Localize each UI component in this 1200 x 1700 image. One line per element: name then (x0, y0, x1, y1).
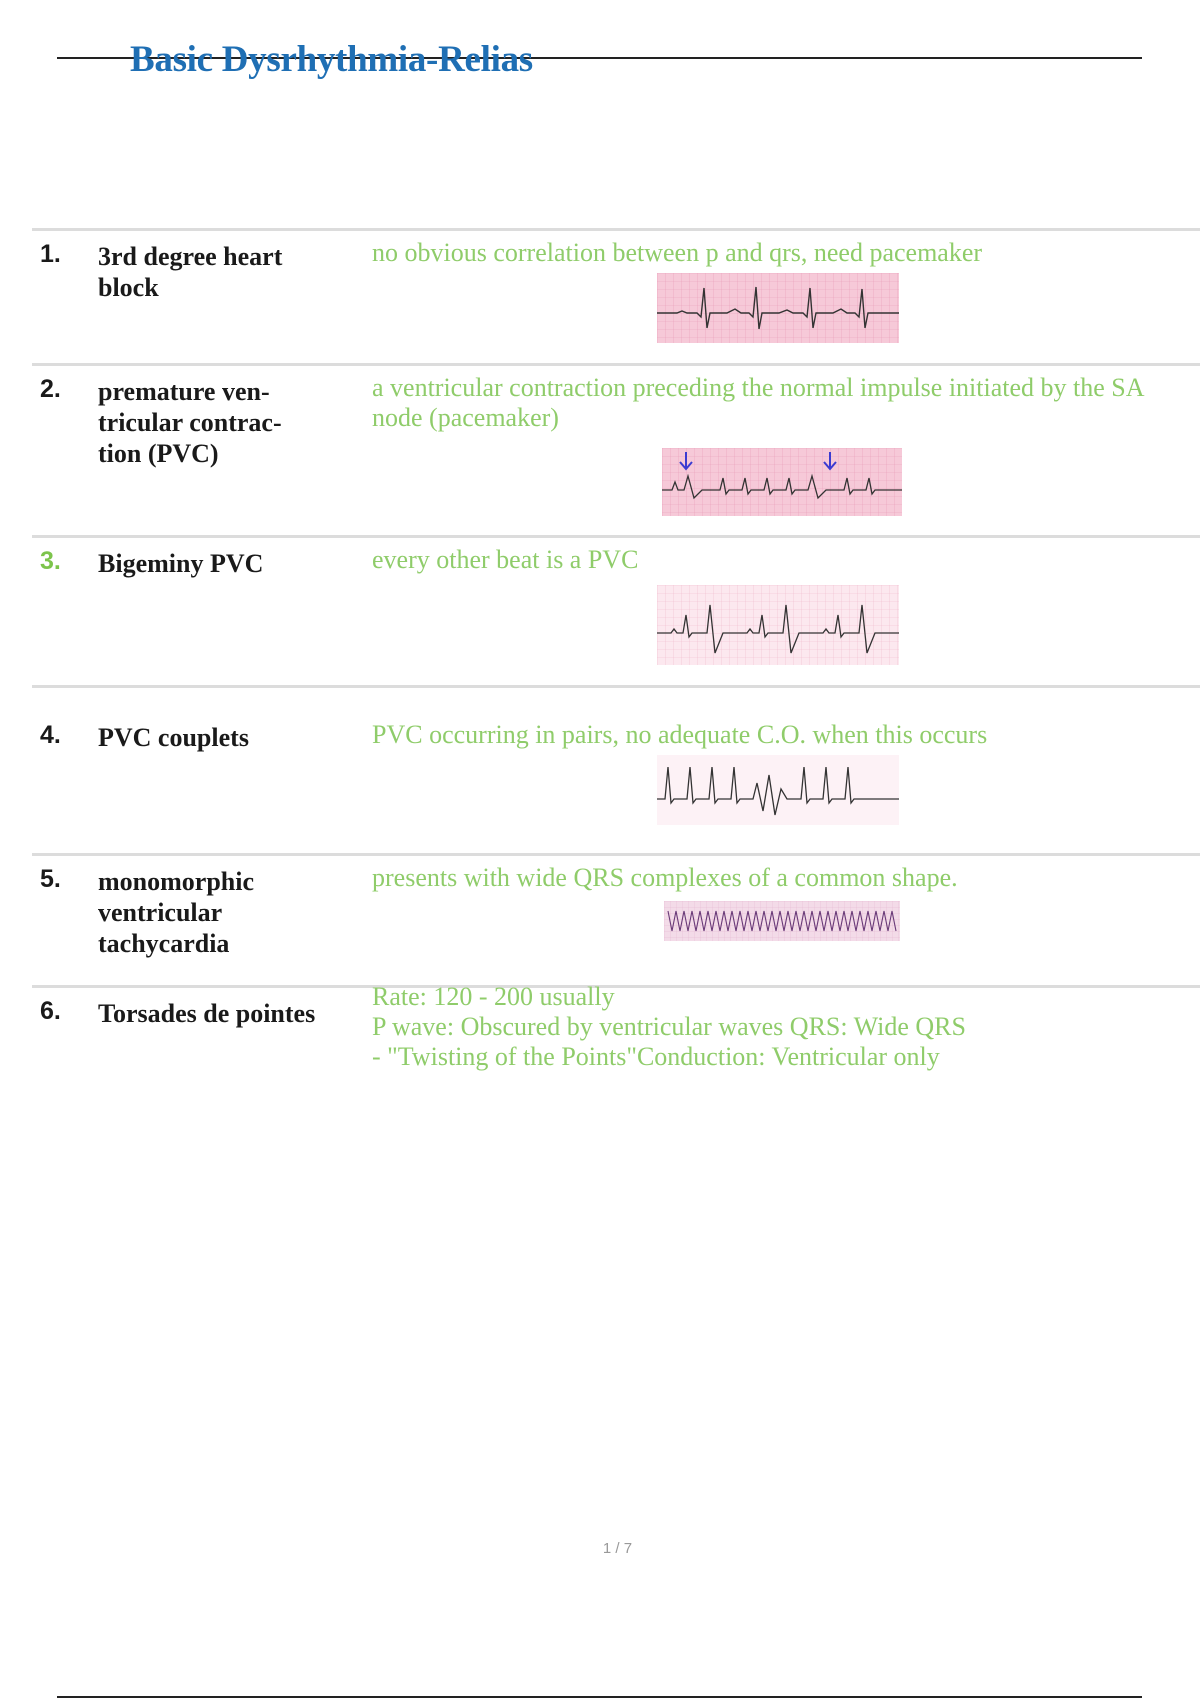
card-divider (32, 228, 1200, 231)
card-definition: every other beat is a PVC (372, 545, 639, 574)
card-number: 1. (40, 240, 61, 268)
card-term: PVC couplets (98, 723, 249, 752)
ecg-bigeminy-image (657, 585, 899, 665)
footer-rule (57, 1696, 1142, 1698)
flashcard (32, 228, 1200, 363)
card-divider (32, 363, 1200, 366)
card-number: 4. (40, 721, 61, 749)
card-divider (32, 853, 1200, 856)
ecg-vtach-image (664, 901, 900, 941)
ecg-pvc-image (662, 448, 902, 516)
flashcard (32, 982, 1200, 1125)
flashcard (32, 685, 1200, 853)
card-definition: presents with wide QRS complexes of a common shape. (372, 863, 958, 892)
card-term: Bigeminy PVC (98, 549, 264, 578)
page-indicator: 1 / 7 (602, 1540, 633, 1557)
ecg-couplets-image (657, 755, 899, 825)
card-term: monomorphic ventricular tachycardia (98, 867, 254, 958)
card-definition: Rate: 120 - 200 usually P wave: Obscured by ventricular waves QRS: Wide QRS - "Twisting of the Points"Conduction: Ventricular only (372, 982, 966, 1071)
card-number: 2. (40, 375, 61, 403)
document-title: Basic Dysrhythmia-Relias (130, 39, 533, 80)
card-number: 3. (40, 547, 61, 575)
card-number: 6. (40, 997, 61, 1025)
card-divider (32, 535, 1200, 538)
card-definition: no obvious correlation between p and qrs, need pacemaker (372, 238, 983, 267)
ecg-3rd-degree-block-image (657, 273, 899, 343)
card-definition: a ventricular contraction preceding the normal impulse initiated by the SA node (pacemaker) (372, 373, 1144, 432)
card-divider (32, 685, 1200, 688)
card-term: Torsades de pointes (98, 999, 316, 1028)
card-term: 3rd degree heart block (98, 242, 283, 302)
card-definition: PVC occurring in pairs, no adequate C.O. when this occurs (372, 720, 988, 749)
flashcard (32, 853, 1200, 985)
flashcard (32, 535, 1200, 685)
flashcard (32, 363, 1200, 535)
card-term: premature ven-tricular contrac-tion (PVC) (98, 377, 282, 468)
card-number: 5. (40, 865, 61, 893)
